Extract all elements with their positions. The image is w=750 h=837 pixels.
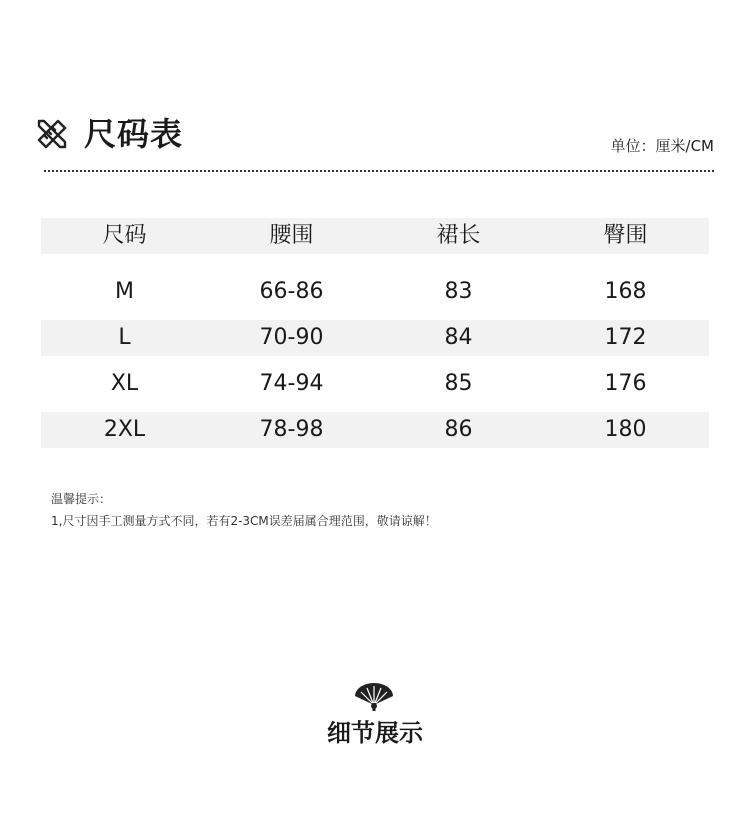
tips-line: 1,尺寸因手工测量方式不同，若有2-3CM误差届属合理范围，敬请谅解！ [51,514,437,528]
cell-hip: 176 [604,371,647,396]
ruler-pencil-icon [36,118,68,150]
cell-size: XL [110,371,139,396]
cell-skirt-length: 86 [444,417,473,442]
cell-size: L [118,325,131,350]
cell-waist: 70-90 [259,325,324,350]
cell-waist: 74-94 [259,371,324,396]
cell-skirt-length: 83 [444,279,473,304]
column-header-size: 尺码 [102,223,147,248]
table-row [41,366,709,402]
column-header-skirt-length: 裙长 [436,223,481,248]
detail-section-title: 细节展示 [327,719,423,747]
size-table [41,218,709,458]
table-header-row [41,218,709,254]
dotted-divider [44,170,714,172]
column-header-hip: 臀围 [603,223,648,248]
tips-note [51,488,437,532]
page-title: 尺码表 [84,115,184,153]
table-row [41,274,709,310]
cell-skirt-length: 84 [444,325,473,350]
cell-hip: 172 [604,325,647,350]
cell-size: M [115,279,134,304]
fan-icon [353,682,395,712]
cell-waist: 78-98 [259,417,324,442]
unit-label: 单位：厘米/CM [610,137,714,155]
tips-heading: 温馨提示： [51,492,112,506]
cell-hip: 168 [604,279,647,304]
table-row [41,320,709,356]
cell-size: 2XL [103,417,146,442]
cell-skirt-length: 85 [444,371,473,396]
cell-hip: 180 [604,417,647,442]
table-row [41,412,709,448]
column-header-waist: 腰围 [269,223,314,248]
cell-waist: 66-86 [259,279,324,304]
